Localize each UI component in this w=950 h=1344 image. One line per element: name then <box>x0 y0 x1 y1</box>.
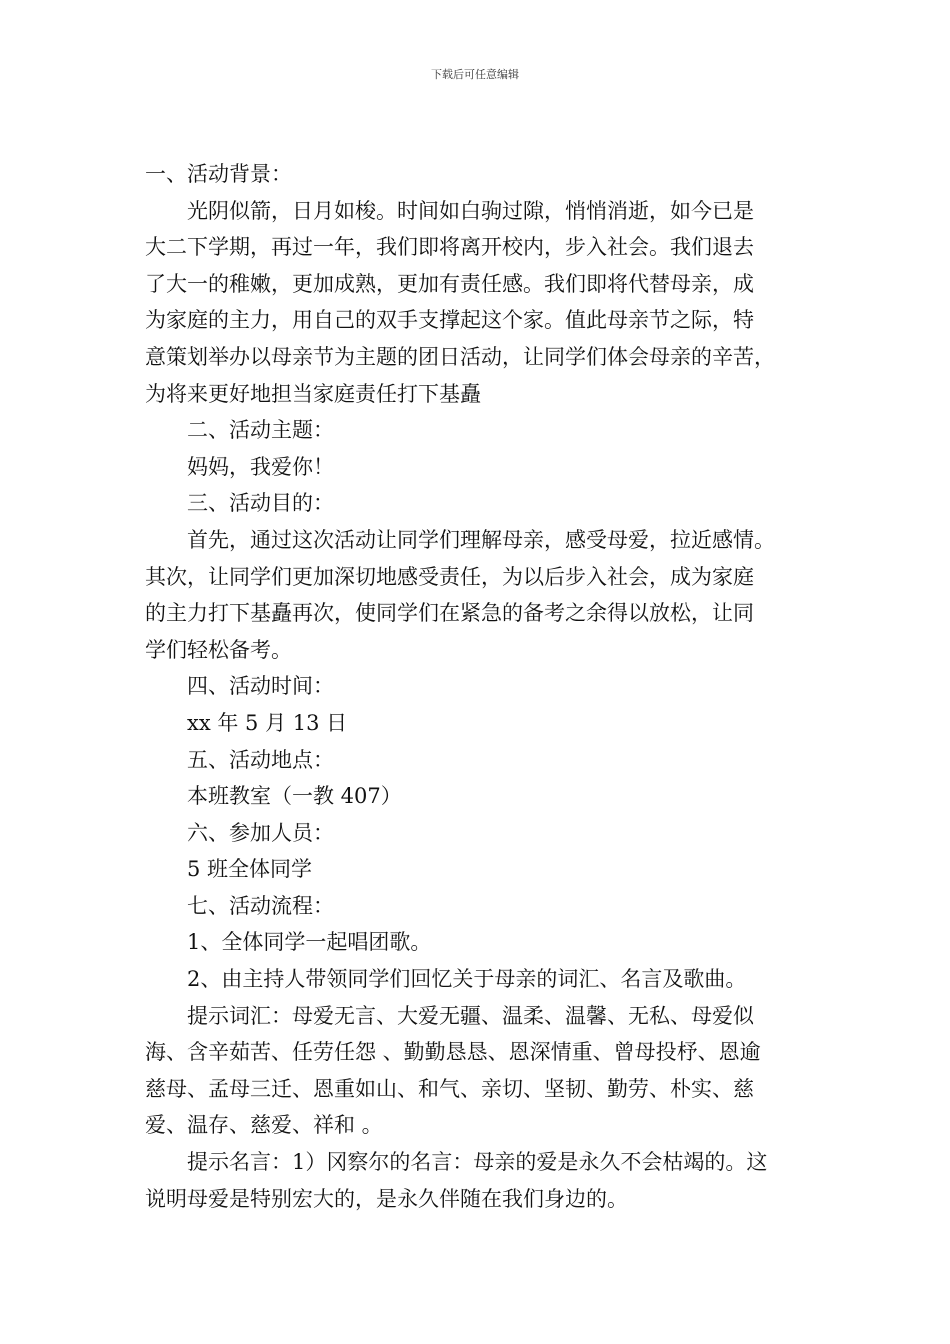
document-line: 5 班全体同学 <box>187 857 313 882</box>
document-line: 五、活动地点： <box>187 747 334 772</box>
document-line: 一、活动背景： <box>145 162 292 186</box>
document-line: 本班教室（一教 407） <box>187 784 402 809</box>
paragraph-line: 说明母爱是特别宏大的，是永久伴随在我们身边的。 <box>145 1186 628 1211</box>
paragraph-line: 意策划举办以母亲节为主题的团日活动，让同学们体会母亲的辛苦， <box>145 344 775 369</box>
document-body <box>145 156 825 1217</box>
document-paragraph <box>145 998 825 1144</box>
paragraph-line: 爱、温存、慈爱、祥和 。 <box>145 1113 383 1138</box>
paragraph-line: 了大一的稚嫩，更加成熟，更加有责任感。我们即将代替母亲，成 <box>145 271 754 296</box>
paragraph-line: 光阴似箭，日月如梭。时间如白驹过隙，悄悄消逝，如今已是 <box>187 198 754 223</box>
paragraph-line: 提示词汇：母爱无言、大爱无疆、温柔、温馨、无私、母爱似 <box>187 1003 754 1028</box>
document-line: 六、参加人员： <box>187 820 334 845</box>
paragraph-line: 大二下学期，再过一年，我们即将离开校内，步入社会。我们退去 <box>145 235 754 260</box>
paragraph-line: 慈母、孟母三迁、恩重如山、和气、亲切、坚韧、勤劳、朴实、慈 <box>145 1076 754 1101</box>
document-paragraph <box>145 522 825 668</box>
document-line: 2、由主持人带领同学们回忆关于母亲的词汇、名言及歌曲。 <box>187 967 747 992</box>
paragraph-line: 的主力打下基矗再次，使同学们在紧急的备考之余得以放松，让同 <box>145 601 754 626</box>
document-line: 二、活动主题： <box>187 418 334 443</box>
paragraph-line: 首先，通过这次活动让同学们理解母亲，感受母爱，拉近感情。 <box>187 527 775 552</box>
page-header-note: 下载后可任意编辑 <box>431 68 519 81</box>
document-line: 七、活动流程： <box>187 893 334 918</box>
paragraph-line: 海、含辛茹苦、任劳任怨 、勤勤恳恳、恩深情重、曾母投杼、恩逾 <box>145 1040 761 1065</box>
paragraph-line: 其次，让同学们更加深切地感受责任，为以后步入社会，成为家庭 <box>145 564 754 589</box>
document-line: 1、全体同学一起唱团歌。 <box>187 930 432 955</box>
paragraph-line: 学们轻松备考。 <box>145 637 292 662</box>
document-line: xx 年 5 月 13 日 <box>187 710 348 735</box>
paragraph-line: 为将来更好地担当家庭责任打下基矗 <box>145 381 481 406</box>
document-paragraph <box>145 1144 825 1217</box>
document-line: 四、活动时间： <box>187 674 334 699</box>
paragraph-line: 为家庭的主力，用自己的双手支撑起这个家。值此母亲节之际，特 <box>145 308 754 333</box>
document-line: 妈妈，我爱你！ <box>187 454 334 479</box>
document-paragraph <box>145 193 825 413</box>
document-line: 三、活动目的： <box>187 491 334 516</box>
paragraph-line: 提示名言：1）冈察尔的名言：母亲的爱是永久不会枯竭的。这 <box>187 1150 768 1175</box>
